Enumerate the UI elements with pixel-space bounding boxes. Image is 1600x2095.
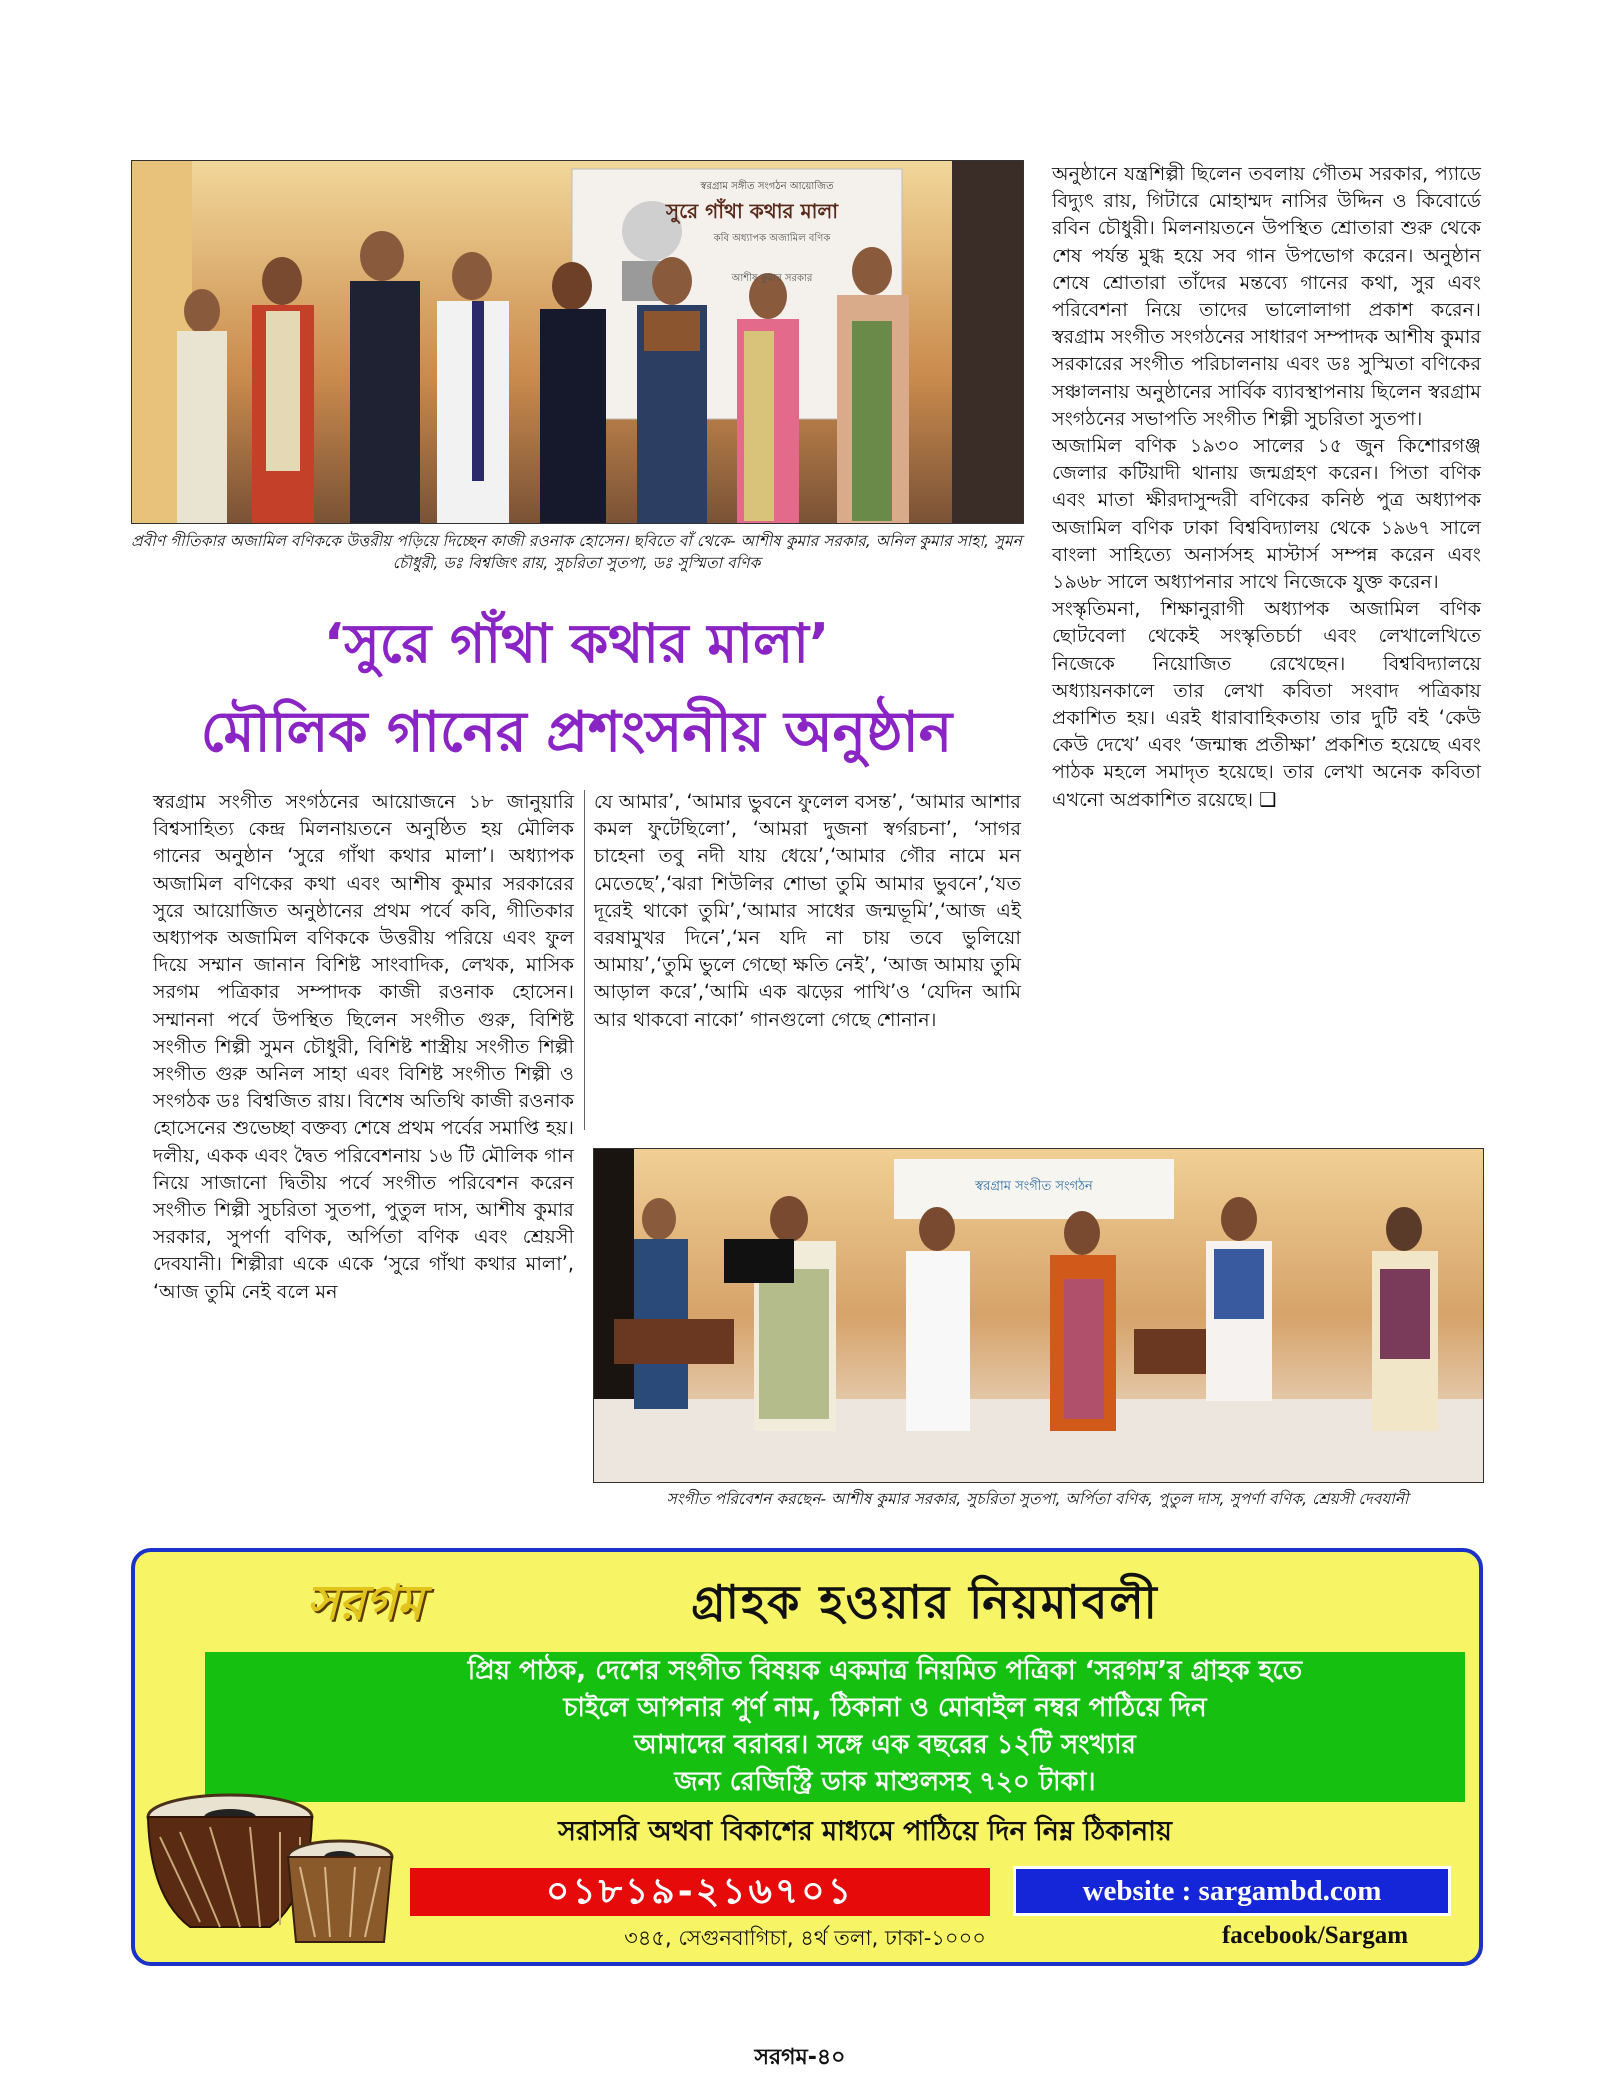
article-column-3 xyxy=(1052,160,1481,813)
second-photo xyxy=(593,1148,1484,1483)
article-col1-text: স্বরগ্রাম সংগীত সংগঠনের আয়োজনে ১৮ জানুয়ারি বিশ্বসাহিত্য কেন্দ্র মিলনায়তনে অনুষ্ঠিত হয় মৌলিক গানের অনুষ্ঠান ‘সুরে গাঁথা কথার মালা’। অধ্যাপক অজামিল বণিকের কথা এবং আশীষ কুমার সরকারের সুরে আয়োজিত অনুষ্ঠানের প্রথম পর্বে কবি, গীতিকার অধ্যাপক অজামিল বণিককে উত্তরীয় পরিয়ে এবং ফুল দিয়ে সম্মান জানান বিশিষ্ট সাংবাদিক, লেখক, মাসিক সরগম পত্রিকার সম্পাদক কাজী রওনাক হোসেন। সম্মাননা পর্বে উপস্থিত ছিলেন সংগীত গুরু, বিশিষ্ট সংগীত শিল্পী সুমন চৌধুরী, বিশিষ্ট শাস্ত্রীয় সংগীত শিল্পী সংগীত গুরু অনিল সাহা এবং বিশিষ্ট সংগীত শিল্পী ও সংগঠক ডঃ বিশ্বজিত রায়। বিশেষ অতিথি কাজী রওনাক হোসেনের শুভেচ্ছা বক্তব্য শেষে প্রথম পর্বের সমাপ্তি হয়। দলীয়, একক এবং দ্বৈত পরিবেশনায় ১৬ টি মৌলিক গান নিয়ে সাজানো দ্বিতীয় পর্বে সংগীত পরিবেশন করেন সংগীত শিল্পী সুচরিতা সুতপা, পুতুল দাস, আশীষ কুমার সরকার, সুপর্ণা বণিক, অর্পিতা বণিক এবং শ্রেয়সী দেবযানী। শিল্পীরা একে একে ‘সুরে গাঁথা কথার মালা’, ‘আজ তুমি নেই বলে মন xyxy=(153,790,574,1303)
top-photo xyxy=(131,160,1024,524)
photo-banner-line1: স্বরগ্রাম সঙ্গীত সংগঠন আয়োজিত xyxy=(700,181,834,192)
photo-banner-title: সুরে গাঁথা কথার মালা xyxy=(665,199,839,223)
ad-address: ৩৪৫, সেগুনবাগিচা, ৪র্থ তলা, ঢাকা-১০০০ xyxy=(624,1926,986,1950)
photo-banner-line4: আশীষ কুমার সরকার xyxy=(731,273,813,284)
article-column-1 xyxy=(153,788,574,1305)
column-divider xyxy=(584,790,585,1130)
tabla-drums-icon xyxy=(140,1777,400,1952)
ad-title: গ্রাহক হওয়ার নিয়মাবলী xyxy=(691,1575,1159,1629)
ad-green-line1: প্রিয় পাঠক, দেশের সংগীত বিষয়ক একমাত্র নিয়মিত পত্রিকা ‘সরগম’র গ্রাহক হতে xyxy=(467,1656,1303,1686)
ad-send-line: সরাসরি অথবা বিকাশের মাধ্যমে পাঠিয়ে দিন নিম্ন ঠিকানায় xyxy=(558,1816,1172,1847)
ad-phone-bar: ০১৮১৯-২১৬৭০১ xyxy=(410,1868,990,1916)
sargam-logo: সরগম xyxy=(306,1575,424,1631)
end-mark-icon: ❑ xyxy=(1259,787,1277,811)
article-col3-para2: অজামিল বণিক ১৯৩০ সালের ১৫ জুন কিশোরগঞ্জ জেলার কটিয়াদী থানায় জন্মগ্রহণ করেন। পিতা বণিক এবং মাতা ক্ষীরদাসুন্দরী বণিকের কনিষ্ঠ পুত্র অধ্যাপক অজামিল বণিক ঢাকা বিশ্ববিদ্যালয় থেকে ১৯৬৭ সালে বাংলা সাহিত্যে অনার্সসহ মাস্টার্স সম্পন্ন করেন এবং ১৯৬৮ সালে অধ্যাপনার সাথে নিজেকে যুক্ত করেন। xyxy=(1052,434,1481,594)
top-photo-caption xyxy=(131,530,1022,574)
headline-line2: মৌলিক গানের প্রশংসনীয় অনুষ্ঠান xyxy=(200,700,953,765)
headline-line1: ‘সুরে গাঁথা কথার মালা’ xyxy=(323,612,830,675)
subscription-ad xyxy=(131,1548,1483,1966)
article-col2-text: যে আমার’, ‘আমার ভুবনে ফুলেল বসন্ত’, ‘আমার আশার কমল ফুটেছিলো’, ‘আমরা দুজনা স্বর্গরচনা’, ‘সাগর চাহেনা তবু নদী যায় ধেয়ে’,‘আমার গৌর নামে মন মেতেছে’,‘ঝরা শিউলির শোভা তুমি আমার ভুবনে’,‘যত দূরেই থাকো তুমি’,‘আমার সাধের জন্মভূমি’,‘আজ এই বরষামুখর দিনে’,‘মন যদি না চায় তবে ভুলিয়ো আমায়’,‘তুমি ভুলে গেছো ক্ষতি নেই’, ‘আজ আমায় তুমি আড়াল করে’,‘আমি এক ঝড়ের পাখি’ও ‘যেদিন আমি আর থাকবো নাকো’ গানগুলো গেছে শোনান। xyxy=(594,790,1021,1031)
performance-banner: স্বরগ্রাম সংগীত সংগঠন xyxy=(975,1179,1093,1194)
article-column-2 xyxy=(594,788,1021,1033)
performance-photo xyxy=(594,1149,1483,1482)
article-col3-para3: সংস্কৃতিমনা, শিক্ষানুরাগী অধ্যাপক অজামিল বণিক ছোটবেলা থেকেই সংস্কৃতিচর্চা এবং লেখালেখিতে নিজেকে নিয়োজিত রেখেছেন। বিশ্ববিদ্যালয়ে অধ্যায়নকালে তার লেখা কবিতা সংবাদ পত্রিকায় প্রকাশিত হয়। এরই ধারাবাহিকতায় তার দুটি বই ‘কেউ কেউ দেখে’ এবং ‘জন্মান্ধ প্রতীক্ষা’ প্রকশিত হয়েছে এবং পাঠক মহলে সমাদৃত হয়েছে। তার লেখা অনেক কবিতা এখনো অপ্রকাশিত রয়েছে। xyxy=(1052,597,1481,811)
ad-green-line2: চাইলে আপনার পুর্ণ নাম, ঠিকানা ও মোবাইল নম্বর পাঠিয়ে দিন xyxy=(563,1693,1207,1723)
page-number: সরগম-৪০ xyxy=(754,2045,846,2070)
top-caption-text: প্রবীণ গীতিকার অজামিল বণিককে উত্তরীয় পড়িয়ে দিচ্ছেন কাজী রওনাক হোসেন। ছবিতে বাঁ থেকে- আশীষ কুমার সরকার, অনিল কুমার সাহা, সুমন চৌধুরী, ডঃ বিশ্বজিৎ রায়, সুচরিতা সুতপা, ডঃ সুস্মিতা বণিক xyxy=(131,532,1022,572)
second-photo-caption xyxy=(593,1488,1482,1510)
article-col3-para1: অনুষ্ঠানে যন্ত্রশিল্পী ছিলেন তবলায় গৌতম সরকার, প্যাডে বিদ্যুৎ রায়, গিটারে মোহাম্মদ নাসির উদ্দিন ও কিবোর্ডে রবিন চৌধুরী। মিলনায়তনে উপস্থিত শ্রোতারা শুরু থেকে শেষ পর্যন্ত মুগ্ধ হয়ে সব গান উপভোগ করেন। অনুষ্ঠান শেষে শ্রোতারা তাঁদের মন্তব্যে গানের কথা, সুর এবং পরিবেশনা নিয়ে তাদের ভালোলাগা প্রকাশ করেন। স্বরগ্রাম সংগীত সংগঠনের সাধারণ সম্পাদক আশীষ কুমার সরকারের সংগীত পরিচালনায় এবং ডঃ সুস্মিতা বণিকের সঞ্চালনায় অনুষ্ঠানের সার্বিক ব্যাবস্থাপনায় ছিলেন স্বরগ্রাম সংগঠনের সভাপতি সংগীত শিল্পী সুচরিতা সুতপা। xyxy=(1052,162,1481,430)
ad-facebook-link[interactable]: facebook/Sargam xyxy=(1221,1922,1409,1949)
ad-green-line3: আমাদের বরাবর। সঙ্গে এক বছরের ১২টি সংখ্যার xyxy=(634,1730,1136,1760)
ad-green-line4: জন্য রেজিস্ট্রি ডাক মাশুলসহ ৭২০ টাকা। xyxy=(674,1767,1096,1797)
ad-website-link[interactable]: website : sargambd.com xyxy=(1013,1866,1451,1916)
second-caption-text: সংগীত পরিবেশন করছেন- আশীষ কুমার সরকার, সুচরিতা সুতপা, অর্পিতা বণিক, পুতুল দাস, সুপর্ণা বণিক, শ্রেয়সী দেবযানী xyxy=(666,1490,1409,1508)
photo-banner-line3: কবি অধ্যাপক অজামিল বণিক xyxy=(713,233,831,244)
